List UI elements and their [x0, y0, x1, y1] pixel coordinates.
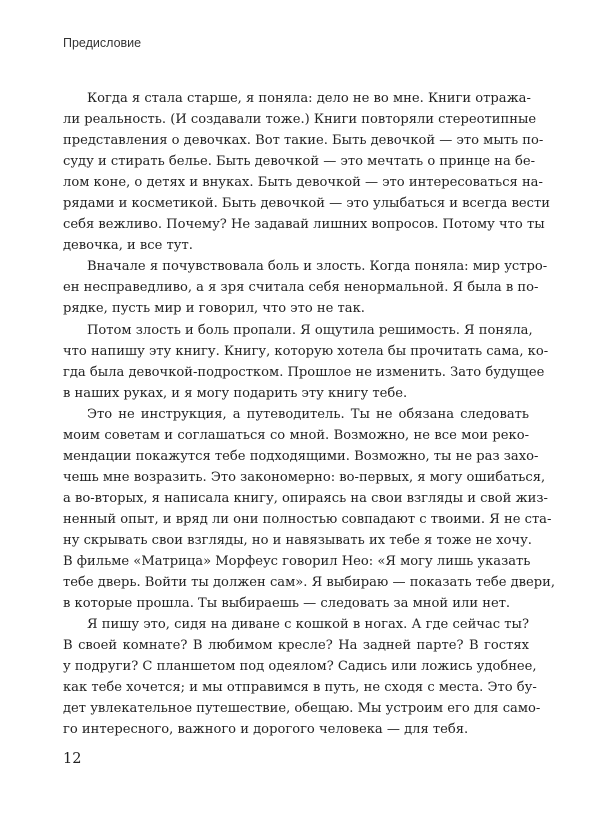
text-line: дет увлекательное путешествие, обещаю. Мы устроим его для само-	[63, 701, 541, 717]
text-line: в которые прошла. Ты выбираешь — следовать за мной или нет.	[63, 596, 511, 612]
text-line: чешь мне возразить. Это закономерно: во-первых, я могу ошибаться,	[63, 469, 546, 485]
text-line: Потом злость и боль пропали. Я ощутила решимость. Я поняла,	[87, 322, 533, 338]
text-line: го интересного, важного и дорогого человека — для тебя.	[63, 722, 469, 738]
text-line: себя вежливо. Почему? Не задавай лишних вопросов. Потому что ты	[63, 217, 545, 233]
text-line: ненный опыт, и вряд ли они полностью совпадают с твоими. Я не ста-	[63, 511, 552, 527]
text-line: В своей комнате? В любимом кресле? На задней парте? В гостях	[63, 638, 529, 654]
text-line: рядке, пусть мир и говорил, что это не так.	[63, 301, 365, 317]
text-line: ен несправедливо, а я зря считала себя ненормальной. Я была в по-	[63, 280, 539, 296]
paragraph-1	[63, 88, 550, 256]
text-line: у подруги? С планшетом под одеялом? Садись или ложись удобнее,	[63, 659, 537, 675]
text-line: как тебе хочется; и мы отправимся в путь, не сходя с места. Это бу-	[63, 680, 537, 696]
paragraph-2	[63, 256, 548, 319]
text-line: Когда я стала старше, я поняла: дело не во мне. Книги отража-	[87, 91, 531, 106]
text-line: моим советам и соглашаться со мной. Возможно, не все мои реко-	[63, 427, 529, 443]
body-text	[63, 88, 556, 740]
paragraph-3	[63, 320, 549, 404]
text-line: Это не инструкция, а путеводитель. Ты не обязана следовать	[87, 406, 529, 422]
text-line: что напишу эту книгу. Книгу, которую хотела бы прочитать сама, ко-	[63, 343, 549, 359]
text-line: Вначале я почувствовала боль и злость. Когда поняла: мир устро-	[87, 259, 548, 275]
text-line: тебе дверь. Войти ты должен сам». Я выбираю — показать тебе двери,	[63, 575, 556, 591]
text-line: представления о девочках. Вот такие. Быть девочкой — это мыть по-	[63, 133, 544, 149]
running-header: Предисловие	[63, 36, 142, 50]
page-number: 12	[63, 751, 82, 767]
text-line: В фильме «Матрица» Морфеус говорил Нео: «Я могу лишь указать	[63, 554, 531, 570]
text-line: ли реальность. (И создавали тоже.) Книги повторяли стереотипные	[63, 112, 537, 128]
text-line: Я пишу это, сидя на диване с кошкой в ногах. А где сейчас ты?	[87, 617, 529, 633]
text-line: лом коне, о детях и внуках. Быть девочкой — это интересоваться на-	[63, 175, 543, 191]
text-line: мендации покажутся тебе подходящими. Возможно, ты не раз захо-	[63, 448, 539, 464]
text-line: суду и стирать белье. Быть девочкой — это мечтать о принце на бе-	[63, 154, 536, 170]
paragraph-4	[63, 404, 556, 614]
text-line: рядами и косметикой. Быть девочкой — это улыбаться и всегда вести	[63, 196, 550, 212]
text-line: гда была девочкой-подростком. Прошлое не изменить. Зато будущее	[63, 364, 545, 380]
paragraph-5	[63, 614, 541, 740]
text-line: ну скрывать свои взгляды, но и навязывать их тебе я тоже не хочу.	[63, 532, 532, 548]
text-line: в наших руках, и я могу подарить эту книгу тебе.	[63, 385, 408, 401]
text-line: а во-вторых, я написала книгу, опираясь на свои взгляды и свой жиз-	[63, 490, 548, 506]
text-line: девочка, и все тут.	[63, 238, 193, 254]
